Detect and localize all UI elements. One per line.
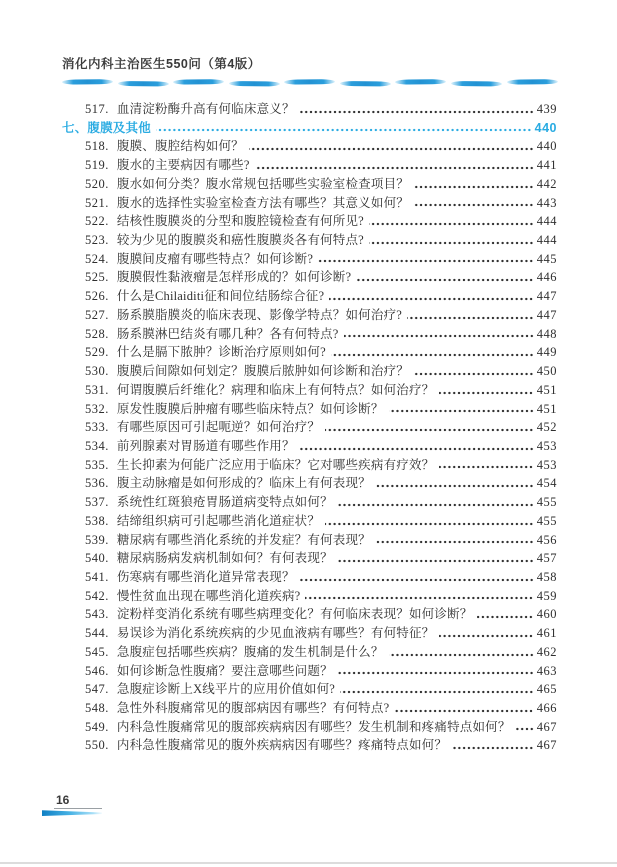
dotted-leader bbox=[376, 531, 534, 550]
dotted-leader bbox=[516, 718, 534, 737]
toc-page-number: 445 bbox=[536, 251, 557, 266]
toc-entry-title: 腹主动脉瘤是如何形成的？临床上有何表现？ bbox=[116, 476, 371, 491]
toc-page-number: 453 bbox=[536, 438, 557, 453]
toc-page-number: 446 bbox=[536, 270, 557, 285]
book-title: 消化内科主治医生550问（第4版） bbox=[62, 57, 261, 71]
toc-entry-number: 530. bbox=[85, 364, 109, 379]
toc-entry bbox=[62, 250, 557, 269]
toc-entry bbox=[62, 568, 557, 587]
dotted-leader bbox=[329, 287, 534, 306]
folio-swoosh-decoration bbox=[42, 809, 102, 816]
toc-page-number: 439 bbox=[536, 102, 557, 116]
dotted-leader bbox=[452, 736, 534, 755]
toc-page-number: 444 bbox=[536, 233, 557, 248]
toc-entry-title: 急腹症诊断上X线平片的应用价值如何? bbox=[116, 682, 336, 697]
toc-entry-number: 519. bbox=[85, 158, 109, 173]
toc-page-number: 451 bbox=[536, 401, 557, 416]
dotted-leader bbox=[369, 231, 534, 250]
toc-entry bbox=[62, 643, 557, 662]
toc-entry bbox=[62, 287, 557, 306]
toc-entry-number: 529. bbox=[85, 345, 109, 360]
toc-page-number: 450 bbox=[536, 364, 557, 379]
toc-page-number: 454 bbox=[536, 476, 557, 491]
header-brush-rule bbox=[62, 79, 557, 86]
toc-entry-number: 533. bbox=[85, 420, 109, 435]
toc-entry bbox=[62, 362, 557, 381]
toc-entry-title: 伤寒病有哪些消化道异常表现？ bbox=[116, 569, 295, 584]
toc-entry bbox=[62, 325, 557, 344]
toc-entry bbox=[62, 400, 557, 419]
dotted-leader bbox=[318, 250, 534, 269]
toc-page-number: 447 bbox=[536, 289, 557, 304]
toc-page-number: 458 bbox=[536, 569, 557, 584]
dotted-leader bbox=[376, 474, 534, 493]
toc-entry-title: 什么是Chilaiditi征和间位结肠综合征? bbox=[116, 289, 325, 304]
toc-entry-number: 543. bbox=[85, 607, 109, 622]
toc-entry-title: 急腹症包括哪些疾病？腹痛的发生机制是什么？ bbox=[116, 644, 384, 659]
toc-entry-title: 淀粉样变消化系统有哪些病理变化？有何临床表现？如何诊断？ bbox=[116, 607, 473, 622]
running-head bbox=[62, 54, 557, 86]
dotted-leader bbox=[305, 587, 533, 606]
toc-entry bbox=[62, 456, 557, 475]
toc-entry-title: 原发性腹膜后肿瘤有哪些临床特点？如何诊断？ bbox=[116, 401, 384, 416]
toc-section-label: 七、腹膜及其他 bbox=[62, 120, 151, 135]
toc-page-number: 457 bbox=[536, 551, 557, 566]
toc-entry-number: 536. bbox=[85, 476, 109, 491]
dotted-leader bbox=[369, 212, 534, 231]
toc-entry-number: 534. bbox=[85, 438, 109, 453]
toc-entry-number: 547. bbox=[85, 682, 109, 697]
toc-page-number: 455 bbox=[536, 495, 557, 510]
dotted-leader bbox=[439, 381, 533, 400]
dotted-leader bbox=[414, 362, 534, 381]
toc-entry-title: 内科急性腹痛常见的腹部疾病病因有哪些？发生机制和疼痛特点如何？ bbox=[116, 719, 511, 734]
dotted-leader bbox=[325, 418, 534, 437]
dotted-leader bbox=[477, 605, 533, 624]
dotted-leader bbox=[331, 343, 534, 362]
toc-entry bbox=[62, 587, 557, 606]
toc-entry-title: 急性外科腹痛常见的腹部病因有哪些？有何特点? bbox=[116, 701, 390, 715]
toc-section-header bbox=[62, 119, 557, 138]
dotted-leader bbox=[338, 662, 534, 681]
dotted-leader bbox=[156, 119, 532, 138]
dotted-leader bbox=[300, 437, 534, 456]
toc-entry-number: 549. bbox=[85, 719, 109, 734]
toc-entry-number: 545. bbox=[85, 644, 109, 659]
toc-entry-title: 易误诊为消化系统疾病的少见血液病有哪些？有何特征？ bbox=[116, 626, 435, 641]
toc-entry-number: 527. bbox=[85, 307, 109, 322]
toc-page-number: 465 bbox=[536, 682, 557, 697]
toc-entry-number: 535. bbox=[85, 457, 109, 472]
toc-entry-title: 肠系膜淋巴结炎有哪几种？各有何特点? bbox=[116, 326, 339, 341]
toc-entry-title: 腹膜后间隙如何划定？腹膜后脓肿如何诊断和治疗？ bbox=[116, 364, 409, 379]
dotted-leader bbox=[356, 268, 534, 287]
toc-entry-number: 540. bbox=[85, 551, 109, 566]
toc-entry bbox=[62, 231, 557, 250]
toc-entry-title: 糖尿病有哪些消化系统的并发症？有何表现？ bbox=[116, 532, 371, 547]
dotted-leader bbox=[255, 156, 534, 175]
toc-entry-number: 523. bbox=[85, 233, 109, 248]
dotted-leader bbox=[249, 137, 534, 156]
dotted-leader bbox=[439, 624, 533, 643]
toc-entry-number: 538. bbox=[85, 513, 109, 528]
toc-page-number: 453 bbox=[536, 457, 557, 472]
toc-entry bbox=[62, 718, 557, 737]
toc-entry bbox=[62, 531, 557, 550]
toc-entry-title: 腹水的选择性实验室检查方法有哪些？其意义如何？ bbox=[116, 195, 409, 210]
page-bottom-edge bbox=[0, 862, 617, 864]
table-of-contents bbox=[62, 100, 557, 755]
toc-entry-number: 550. bbox=[85, 738, 109, 753]
toc-entry-title: 有哪些原因可引起呃逆？如何治疗？ bbox=[116, 420, 321, 435]
toc-entry-number: 548. bbox=[85, 701, 109, 715]
toc-entry-title: 腹水如何分类？腹水常规包括哪些实验室检查项目？ bbox=[116, 176, 409, 191]
toc-entry bbox=[62, 474, 557, 493]
toc-entry-number: 531. bbox=[85, 382, 109, 397]
toc-entry bbox=[62, 680, 557, 699]
toc-page-number: 447 bbox=[536, 307, 557, 322]
toc-entry-title: 腹膜假性黏液瘤是怎样形成的？如何诊断? bbox=[116, 270, 352, 285]
dotted-leader bbox=[344, 325, 534, 344]
folio-rule bbox=[54, 808, 102, 809]
toc-entry bbox=[62, 156, 557, 175]
toc-page-number: 462 bbox=[536, 644, 557, 659]
toc-page-number: 448 bbox=[536, 326, 557, 341]
toc-page-number: 467 bbox=[536, 719, 557, 734]
toc-entry-number: 525. bbox=[85, 270, 109, 285]
toc-entry bbox=[62, 699, 557, 718]
toc-page-number: 456 bbox=[536, 532, 557, 547]
toc-entry bbox=[62, 493, 557, 512]
toc-page-number: 443 bbox=[536, 195, 557, 210]
toc-entry-title: 较为少见的腹膜炎和癌性腹膜炎各有何特点? bbox=[116, 233, 364, 248]
toc-entry bbox=[62, 194, 557, 213]
toc-entry bbox=[62, 662, 557, 681]
dotted-leader bbox=[338, 549, 534, 568]
toc-entry-title: 慢性贫血出现在哪些消化道疾病? bbox=[116, 588, 301, 603]
toc-entry bbox=[62, 306, 557, 325]
page-folio bbox=[42, 793, 112, 816]
dotted-leader bbox=[394, 699, 533, 718]
toc-entry bbox=[62, 512, 557, 531]
toc-entry-title: 如何诊断急性腹痛？要注意哪些问题？ bbox=[116, 663, 333, 678]
toc-entry bbox=[62, 418, 557, 437]
dotted-leader bbox=[389, 643, 534, 662]
toc-entry-title: 腹水的主要病因有哪些? bbox=[116, 158, 250, 173]
toc-page-number: 463 bbox=[536, 663, 557, 678]
toc-entry-number: 518. bbox=[85, 139, 109, 154]
toc-entry bbox=[62, 175, 557, 194]
toc-entry-number: 546. bbox=[85, 663, 109, 678]
toc-page-number: 461 bbox=[536, 626, 557, 641]
toc-entry-title: 结核性腹膜炎的分型和腹腔镜检查有何所见? bbox=[116, 214, 364, 229]
dotted-leader bbox=[414, 194, 534, 213]
toc-entry-title: 内科急性腹痛常见的腹外疾病病因有哪些？疼痛特点如何？ bbox=[116, 738, 448, 753]
toc-entry-number: 537. bbox=[85, 495, 109, 510]
toc-entry-number: 521. bbox=[85, 195, 109, 210]
toc-entry-title: 什么是膈下脓肿？诊断治疗原则如何? bbox=[116, 345, 326, 360]
toc-entry-title: 前列腺素对胃肠道有哪些作用？ bbox=[116, 438, 295, 453]
toc-entry bbox=[62, 736, 557, 755]
dotted-leader bbox=[340, 680, 534, 699]
toc-entry-number: 544. bbox=[85, 626, 109, 641]
toc-entry bbox=[62, 212, 557, 231]
folio-page-number: 16 bbox=[56, 793, 70, 807]
toc-entry-title: 腹膜、腹腔结构如何？ bbox=[116, 139, 244, 154]
dotted-leader bbox=[439, 456, 533, 475]
dotted-leader bbox=[407, 306, 534, 325]
toc-page-number: 449 bbox=[536, 345, 557, 360]
toc-entry-title: 血清淀粉酶升高有何临床意义？ bbox=[116, 102, 295, 116]
toc-entry-title: 系统性红斑狼疮胃肠道病变特点如何？ bbox=[116, 495, 333, 510]
toc-entry-number: 542. bbox=[85, 588, 109, 603]
toc-entry-number: 517. bbox=[85, 102, 109, 116]
toc-entry bbox=[62, 605, 557, 624]
toc-page-number: 455 bbox=[536, 513, 557, 528]
toc-entry-number: 526. bbox=[85, 289, 109, 304]
toc-page-number: 459 bbox=[536, 588, 557, 603]
toc-page-number: 441 bbox=[536, 158, 557, 173]
toc-entry-title: 结缔组织病可引起哪些消化道症状？ bbox=[116, 513, 321, 528]
toc-entry bbox=[62, 549, 557, 568]
toc-entry bbox=[62, 268, 557, 287]
dotted-leader bbox=[325, 512, 534, 531]
toc-entry bbox=[62, 624, 557, 643]
toc-entry-number: 520. bbox=[85, 176, 109, 191]
toc-entry bbox=[62, 100, 557, 119]
toc-entry-title: 何谓腹膜后纤维化？病理和临床上有何特点？如何治疗？ bbox=[116, 382, 435, 397]
toc-entry-number: 541. bbox=[85, 569, 109, 584]
toc-page-number: 451 bbox=[536, 382, 557, 397]
toc-entry-title: 肠系膜脂膜炎的临床表现、影像学特点？如何治疗? bbox=[116, 307, 403, 322]
toc-page-number: 452 bbox=[536, 420, 557, 435]
dotted-leader bbox=[300, 100, 534, 119]
toc-entry-number: 532. bbox=[85, 401, 109, 416]
dotted-leader bbox=[338, 493, 534, 512]
toc-entry bbox=[62, 343, 557, 362]
toc-entry-title: 腹膜间皮瘤有哪些特点？如何诊断? bbox=[116, 251, 314, 266]
dotted-leader bbox=[389, 400, 534, 419]
toc-page-number: 467 bbox=[536, 738, 557, 753]
toc-page-number: 460 bbox=[536, 607, 557, 622]
toc-entry bbox=[62, 381, 557, 400]
toc-page-number: 440 bbox=[536, 139, 557, 154]
dotted-leader bbox=[300, 568, 534, 587]
toc-entry bbox=[62, 137, 557, 156]
toc-entry-number: 522. bbox=[85, 214, 109, 229]
dotted-leader bbox=[414, 175, 534, 194]
toc-page-number: 466 bbox=[536, 701, 557, 715]
toc-entry-title: 生长抑素为何能广泛应用于临床？它对哪些疾病有疗效？ bbox=[116, 457, 435, 472]
toc-entry bbox=[62, 437, 557, 456]
toc-entry-number: 528. bbox=[85, 326, 109, 341]
toc-page-number: 444 bbox=[536, 214, 557, 229]
toc-page-number: 442 bbox=[536, 176, 557, 191]
toc-entry-number: 524. bbox=[85, 251, 109, 266]
toc-entry-title: 糖尿病肠病发病机制如何？有何表现？ bbox=[116, 551, 333, 566]
toc-page-number: 440 bbox=[534, 120, 557, 135]
toc-entry-number: 539. bbox=[85, 532, 109, 547]
